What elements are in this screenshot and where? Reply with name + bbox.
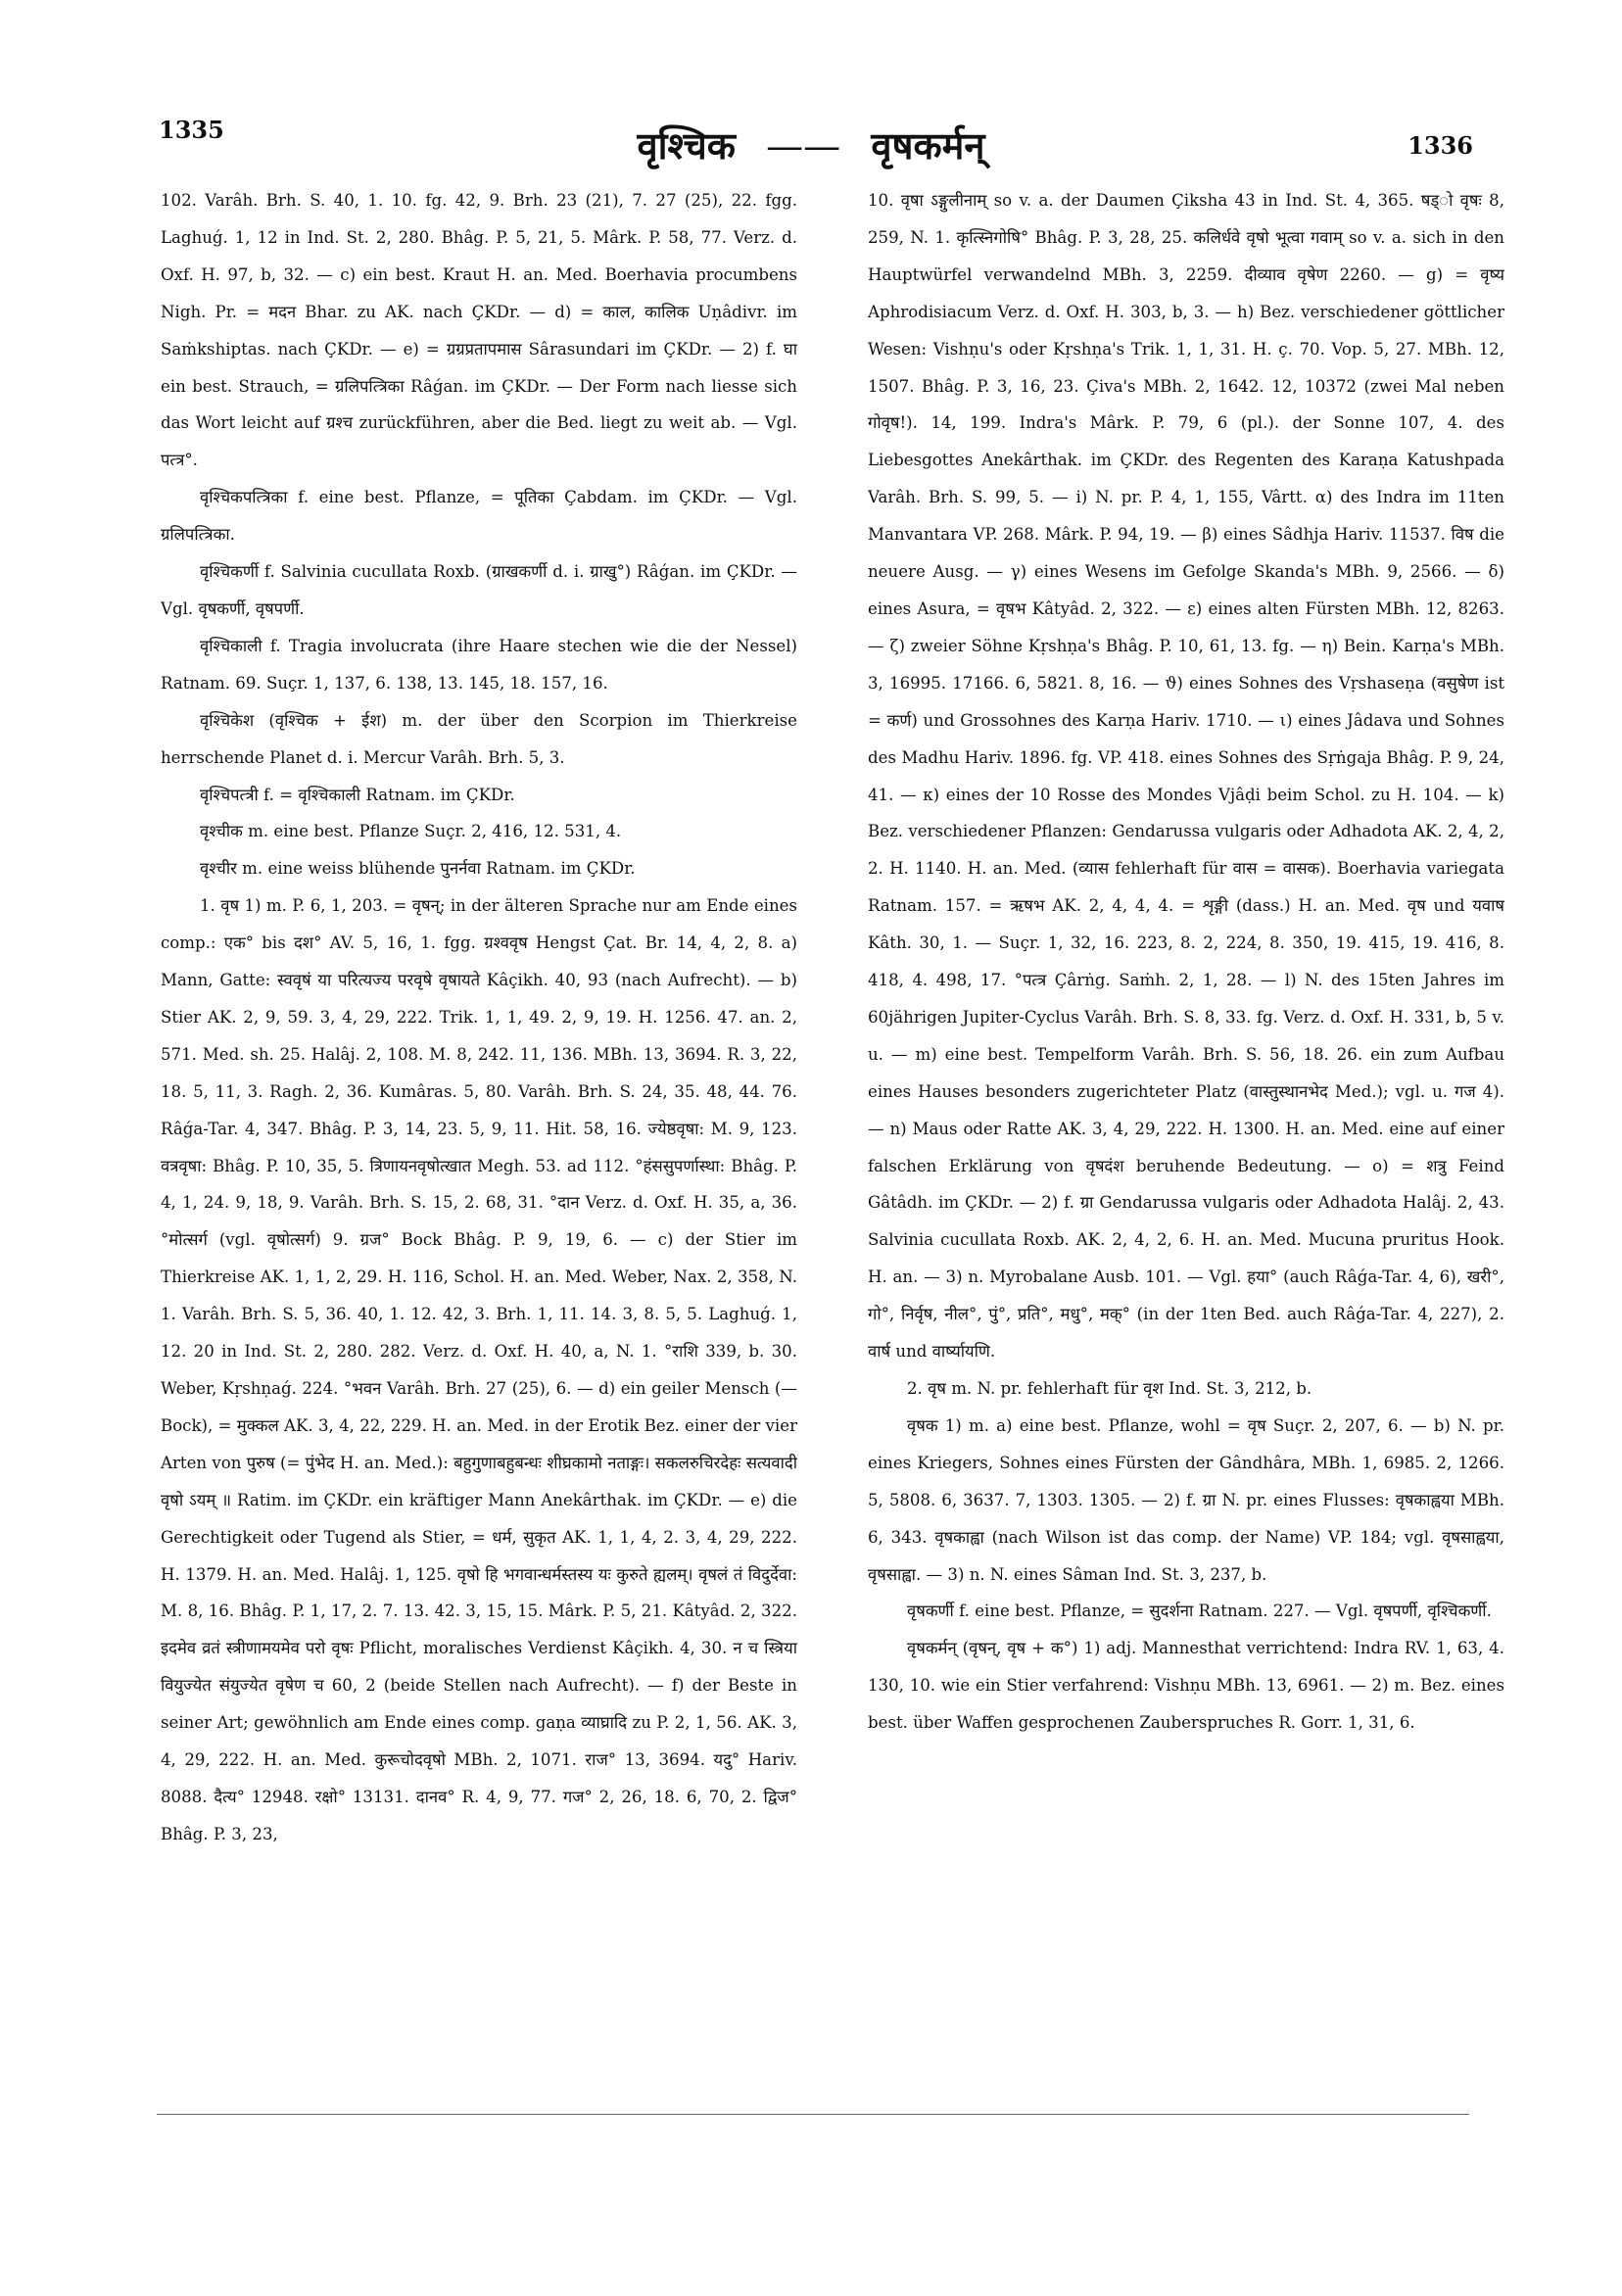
dictionary-entry: 2. वृष m. N. pr. fehlerhaft für वृश Ind. St. 3, 212, b. bbox=[907, 1379, 1312, 1398]
dictionary-entry: वृश्चिकर्णी f. Salvinia cucullata Roxb. (ग्राखकर्णी d. i. ग्राखु°) Râǵan. im ÇKDr. — Vgl. वृषकर्णी, वृषपर्णी. bbox=[161, 562, 797, 618]
footer-rule bbox=[157, 2114, 1469, 2115]
dictionary-entry: वृश्चीर m. eine weiss blühende पुनर्नवा Ratnam. im ÇKDr. bbox=[200, 859, 636, 879]
headword-last: वृषकर्मन् bbox=[871, 123, 985, 167]
dictionary-entry: वृषकर्णी f. eine best. Pflanze, = सुदर्शना Ratnam. 227. — Vgl. वृषपर्णी, वृश्चिकर्णी. bbox=[907, 1602, 1492, 1621]
dictionary-entry: वृश्चिकेश (वृश्चिक + ईश) m. der über den Scorpion im Thierkreise herrschende Planet d. i. Mercur Varâh. Brh. 5, 3. bbox=[161, 710, 797, 767]
page-header bbox=[0, 0, 1622, 167]
page-number-right: 1336 bbox=[1407, 131, 1473, 160]
headword-first: वृश्चिक bbox=[637, 123, 736, 167]
left-column bbox=[161, 182, 797, 1867]
dictionary-entry: वृश्चीक m. eine best. Pflanze Suçr. 2, 416, 12. 531, 4. bbox=[200, 822, 622, 841]
headword-dash: —— bbox=[766, 124, 841, 167]
dictionary-entry: वृश्चिकाली f. Tragia involucrata (ihre Haare stechen wie die der Nessel) Ratnam. 69. Suçr. 1, 137, 6. 138, 13. 145, 18. 157, 16. bbox=[161, 636, 797, 693]
dictionary-entry: वृश्चिपत्त्री f. = वृश्चिकाली Ratnam. im ÇKDr. bbox=[200, 785, 515, 804]
running-headwords bbox=[0, 120, 1622, 170]
entry-continuation: 10. वृषा ऽङ्गुलीनाम् so v. a. der Daumen Çiksha 43 in Ind. St. 4, 365. षड्ो वृषः 8, 259, N. 1. कृत्स्निगोषि° Bhâg. P. 3, 28, 25. कलिर्धवे वृषो भूत्वा गवाम् so v. a. sich in den Hauptwürfel verwandelnd MBh. 3, 2259. दीव्याव वृषेण 2260. — g) = वृष्य Aphrodisiacum Verz. d. Oxf. H. 303, b, 3. — h) Bez. verschiedener göttlicher Wesen: Vishṇu's oder Kṛshṇa's Trik. 1, 1, 31. H. ç. 70. Vop. 5, 27. MBh. 12, 1507. Bhâg. P. 3, 16, 23. Çiva's MBh. 2, 1642. 12, 10372 (zwei Mal neben गोवृष!). 14, 199. Indra's Mârk. P. 79, 6 (pl.). der Sonne 107, 4. des Liebesgottes Anekârthak. im ÇKDr. des Regenten des Karaṇa Katushpada Varâh. Brh. S. 99, 5. — i) N. pr. P. 4, 1, 155, Vârtt. α) des Indra im 11ten Manvantara VP. 268. Mârk. P. 94, 19. — β) eines Sâdhja Hariv. 11537. विष die neuere Ausg. — γ) eines Wesens im Gefolge Skanda's MBh. 9, 2566. — δ) eines Asura, = वृषभ Kâtyâd. 2, 322. — ε) eines alten Fürsten MBh. 12, 8263. — ζ) zweier Söhne Kṛshṇa's Bhâg. P. 10, 61, 13. fg. — η) Bein. Karṇa's MBh. 3, 16995. 17166. 6, 5821. 8, 16. — ϑ) eines Sohnes des Vṛshaseṇa (वसुषेण ist = कर्ण) und Grossohnes des Karṇa Hariv. 1710. — ι) eines Jâdava und Sohnes des Madhu Hariv. 1896. fg. VP. 418. eines Sohnes des Sṛṅgaja Bhâg. P. 9, 24, 41. — κ) eines der 10 Rosse des Mondes Vjâḍi beim Schol. zu H. 104. — k) Bez. verschiedener Pflanzen: Gendarussa vulgaris oder Adhadota AK. 2, 4, 2, 2. H. 1140. H. an. Med. (व्यास fehlerhaft für वास = वासक). Boerhavia variegata Ratnam. 157. = ऋषभ AK. 2, 4, 4, 4. = शृङ्गी (dass.) H. an. Med. वृष und यवाष Kâth. 30, 1. — Suçr. 1, 32, 16. 223, 8. 2, 224, 8. 350, 19. 415, 19. 416, 8. 418, 4. 498, 17. °पत्त्र Çârṅg. Saṁh. 2, 1, 28. — l) N. des 15ten Jahres im 60jährigen Jupiter-Cyclus Varâh. Brh. S. 8, 33. fg. Verz. d. Oxf. H. 331, b, 5 v. u. — m) eine best. Tempelform Varâh. Brh. S. 56, 18. 26. ein zum Aufbau eines Hauses besonders zugerichteter Platz (वास्तुस्थानभेद Med.); vgl. u. गज 4). — n) Maus oder Ratte AK. 3, 4, 29, 222. H. 1300. H. an. Med. eine auf einer falschen Erklärung von वृषदंश beruhende Bedeutung. — o) = शत्रु Feind Gâtâdh. im ÇKDr. — 2) f. ग्रा Gendarussa vulgaris oder Adhadota Halâj. 2, 43. Salvinia cucullata Roxb. AK. 2, 4, 2, 6. H. an. Med. Mucuna pruritus Hook. H. an. — 3) n. Myrobalane Ausb. 101. — Vgl. हया° (auch Râǵa-Tar. 4, 6), खरी°, गो°, निर्वृष, नील°, पुं°, प्रति°, मधु°, मक्° (in der 1ten Bed. auch Râǵa-Tar. 4, 227), 2. वार्ष und वार्ष्यायणि. bbox=[868, 191, 1504, 1362]
dictionary-entry: 1. वृष 1) m. P. 6, 1, 203. = वृषन्; in der älteren Sprache nur am Ende eines comp.: एक° bis दश° AV. 5, 16, 1. fgg. ग्रश्ववृष Hengst Çat. Br. 14, 4, 2, 8. a) Mann, Gatte: स्ववृषं या परित्यज्य परवृषे वृषायते Kâçikh. 40, 93 (nach Aufrecht). — b) Stier AK. 2, 9, 59. 3, 4, 29, 222. Trik. 1, 1, 49. 2, 9, 19. H. 1256. 47. an. 2, 571. Med. sh. 25. Halâj. 2, 108. M. 8, 242. 11, 136. MBh. 13, 3694. R. 3, 22, 18. 5, 11, 3. Ragh. 2, 36. Kumâras. 5, 80. Varâh. Brh. S. 24, 35. 48, 44. 76. Râǵa-Tar. 4, 347. Bhâg. P. 3, 14, 23. 5, 9, 11. Hit. 58, 16. ज्येष्ठवृषा: M. 9, 123. वत्रवृषा: Bhâg. P. 10, 35, 5. त्रिणायनवृषोत्खात Megh. 53. ad 112. °हंससुपर्णास्था: Bhâg. P. 4, 1, 24. 9, 18, 9. Varâh. Brh. S. 15, 2. 68, 31. °दान Verz. d. Oxf. H. 35, a, 36. °मोत्सर्ग (vgl. वृषोत्सर्ग) 9. ग्रज° Bock Bhâg. P. 9, 19, 6. — c) der Stier im Thierkreise AK. 1, 1, 2, 29. H. 116, Schol. H. an. Med. Weber, Nax. 2, 358, N. 1. Varâh. Brh. S. 5, 36. 40, 1. 12. 42, 3. Brh. 1, 11. 14. 3, 8. 5, 5. Laghuǵ. 1, 12. 20 in Ind. St. 2, 280. 282. Verz. d. Oxf. H. 40, a, N. 1. °राशि 339, b. 30. Weber, Kṛshṇaǵ. 224. °भवन Varâh. Brh. 27 (25), 6. — d) ein geiler Mensch (— Bock), = मुक्कल AK. 3, 4, 22, 229. H. an. Med. in der Erotik Bez. einer der vier Arten von पुरुष (= पुंभेद H. an. Med.): बहुगुणाबहुबन्धः शीघ्रकामो नताङ्गः। सकलरुचिरदेहः सत्यवादी वृषो ऽयम् ॥ Ratim. im ÇKDr. ein kräftiger Mann Anekârthak. im ÇKDr. — e) die Gerechtigkeit oder Tugend als Stier, = धर्म, सुकृत AK. 1, 1, 4, 2. 3, 4, 29, 222. H. 1379. H. an. Med. Halâj. 1, 125. वृषो हि भगवान्धर्मस्तस्य यः कुरुते ह्यलम्। वृषलं तं विदुर्देवा: M. 8, 16. Bhâg. P. 1, 17, 2. 7. 13. 42. 3, 15, 15. Mârk. P. 5, 21. Kâtyâd. 2, 322. इदमेव व्रतं स्त्रीणामयमेव परो वृषः Pflicht, moralisches Verdienst Kâçikh. 4, 30. न च स्त्रिया वियुज्येत संयुज्येत वृषेण च 60, 2 (beide Stellen nach Aufrecht). — f) der Beste in seiner Art; gewöhnlich am Ende eines comp. gaṇa व्याघ्रादि zu P. 2, 1, 56. AK. 3, 4, 29, 222. H. an. Med. कुरूचोदवृषो MBh. 2, 1071. राज° 13, 3694. यदु° Hariv. 8088. दैत्य° 12948. रक्षो° 13131. दानव° R. 4, 9, 77. गज° 2, 26, 18. 6, 70, 2. द्विज° Bhâg. P. 3, 23, bbox=[161, 896, 797, 1843]
entry-continuation: 102. Varâh. Brh. S. 40, 1. 10. fg. 42, 9. Brh. 23 (21), 7. 27 (25), 22. fgg. Laghuǵ. 1, 12 in Ind. St. 2, 280. Bhâg. P. 5, 21, 5. Mârk. P. 58, 77. Verz. d. Oxf. H. 97, b, 32. — c) ein best. Kraut H. an. Med. Boerhavia procumbens Nigh. Pr. = मदन Bhar. zu AK. nach ÇKDr. — d) = काल, कालिक Uṇâdivr. im Saṁkshiptas. nach ÇKDr. — e) = ग्रग्रप्रतापमास Sârasundari im ÇKDr. — 2) f. घा ein best. Strauch, = ग्रलिपत्त्रिका Râǵan. im ÇKDr. — Der Form nach liesse sich das Wort leicht auf ग्रश्च zurückführen, aber die Bed. liegt zu weit ab. — Vgl. पत्त्र°. bbox=[161, 191, 797, 470]
dictionary-entry: वृषक 1) m. a) eine best. Pflanze, wohl = वृष Suçr. 2, 207, 6. — b) N. pr. eines Kriegers, Sohnes eines Fürsten der Gândhâra, MBh. 1, 6985. 2, 1266. 5, 5808. 6, 3637. 7, 1303. 1305. — 2) f. ग्रा N. pr. eines Flusses: वृषकाह्वया MBh. 6, 343. वृषकाह्वा (nach Wilson ist das comp. der Name) VP. 184; vgl. वृषसाह्वया, वृषसाह्वा. — 3) n. N. eines Sâman Ind. St. 3, 237, b. bbox=[868, 1415, 1504, 1584]
dictionary-entry: वृषकर्मन् (वृषन्, वृष + क°) 1) adj. Mannesthat verrichtend: Indra RV. 1, 63, 4. 130, 10. wie ein Stier verfahrend: Vishṇu MBh. 13, 6961. — 2) m. Bez. eines best. über Waffen gesprochenen Zauberspruches R. Gorr. 1, 31, 6. bbox=[868, 1639, 1504, 1733]
page-number-left: 1335 bbox=[159, 116, 224, 144]
right-column bbox=[868, 182, 1504, 1867]
dictionary-entry: वृश्चिकपत्त्रिका f. eine best. Pflanze, = पूतिका Çabdam. im ÇKDr. — Vgl. ग्रलिपत्त्रिका. bbox=[161, 488, 797, 545]
